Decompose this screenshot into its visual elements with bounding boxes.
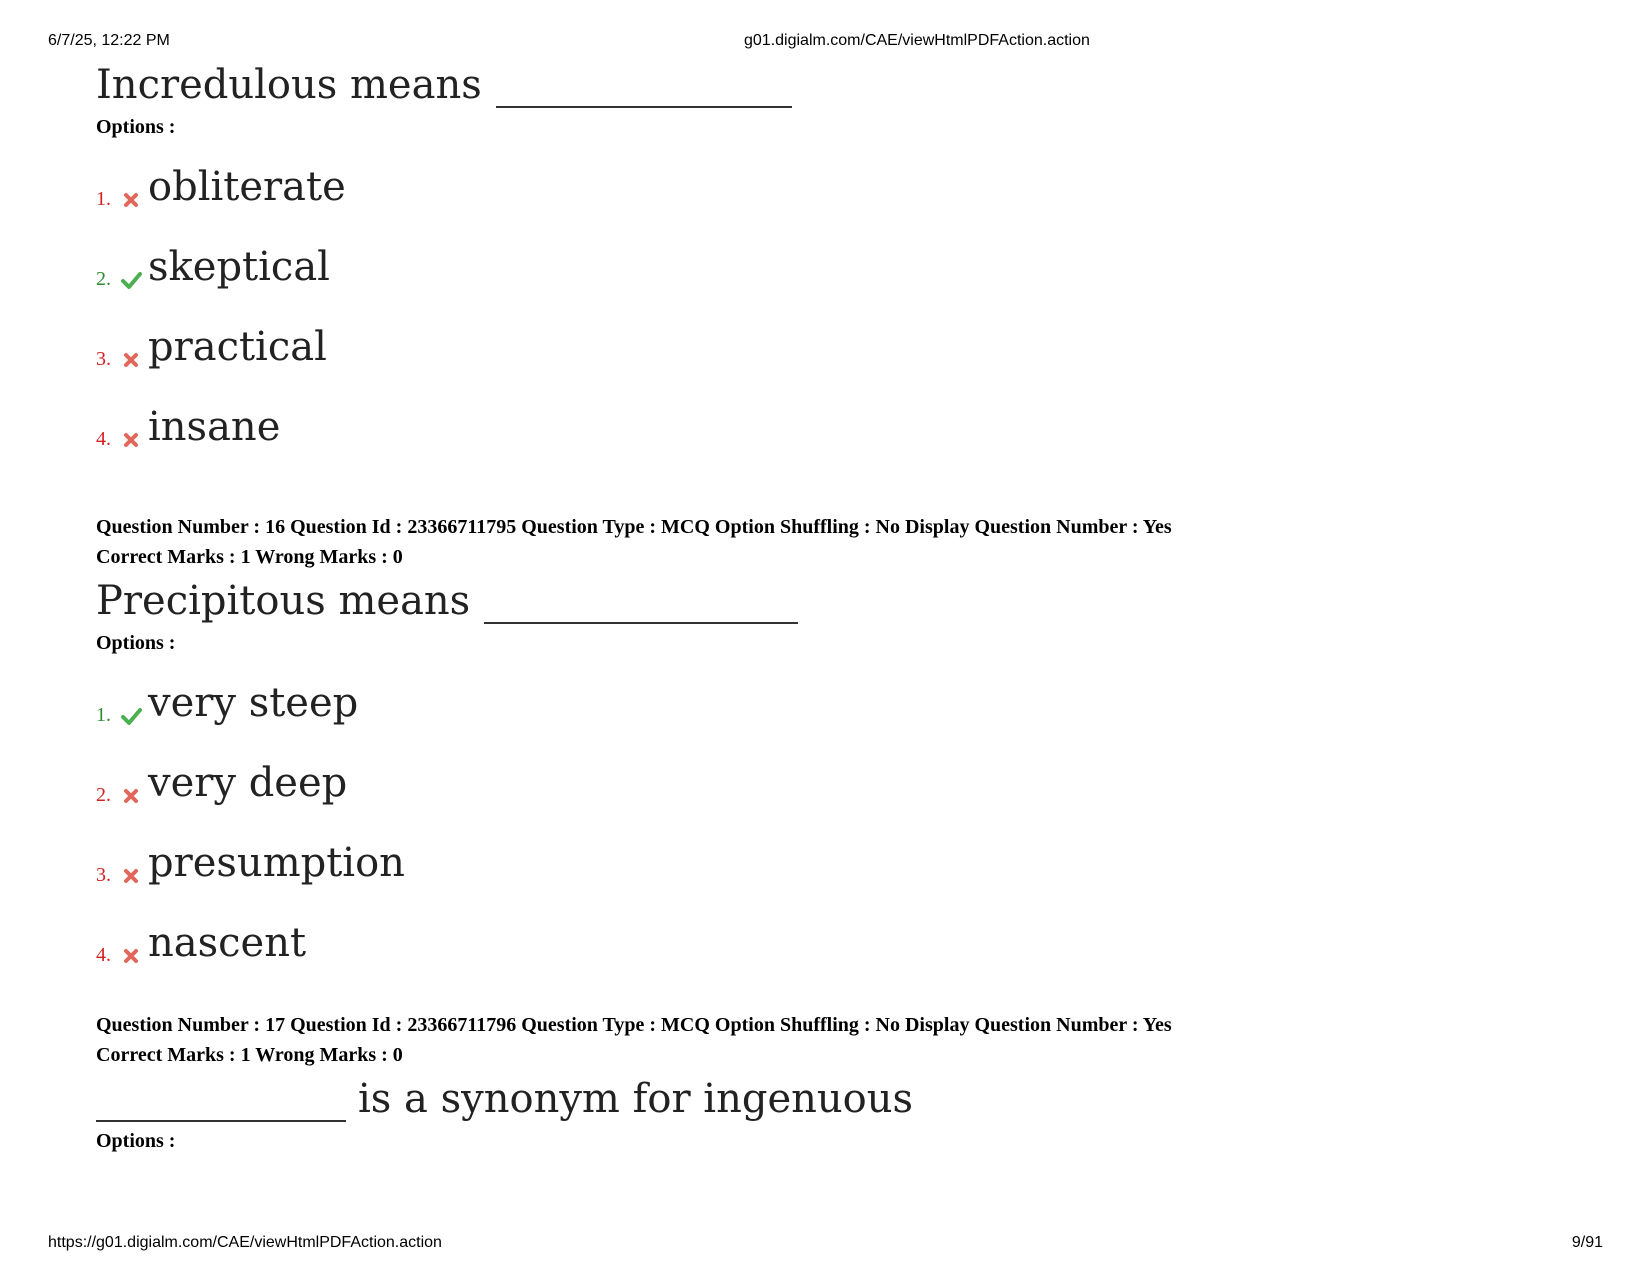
question-stem [96,572,1576,624]
print-header-url: g01.digialm.com/CAE/viewHtmlPDFAction.action [744,32,1090,49]
option-number: 1. [96,704,111,726]
option-1 [96,661,1576,741]
option-text: obliterate [148,164,346,210]
option-number: 2. [96,784,111,806]
cross-icon [120,429,142,451]
option-text: practical [148,324,327,370]
question-15 [96,56,1576,465]
question-17 [96,1010,1576,1159]
question-marks: Correct Marks : 1 Wrong Marks : 0 [96,546,403,568]
stem-text: is a synonym for ingenuous [358,1076,914,1122]
options-list [96,661,1576,981]
option-3 [96,821,1576,901]
option-1 [96,145,1576,225]
option-4 [96,901,1576,981]
option-number: 1. [96,188,111,210]
stem-text: Precipitous means [96,578,471,624]
option-text: insane [148,404,281,450]
cross-icon [120,785,142,807]
question-marks: Correct Marks : 1 Wrong Marks : 0 [96,1044,403,1066]
option-3 [96,305,1576,385]
stem-text: Incredulous means [96,62,482,108]
option-text: skeptical [148,244,330,290]
option-2 [96,225,1576,305]
checkmark-icon [120,269,142,291]
question-metadata: Question Number : 17 Question Id : 23366711796 Question Type : MCQ Option Shuffling : No Display Question Number : Yes [96,1014,1172,1036]
cross-icon [120,349,142,371]
question-stem [96,56,1576,108]
checkmark-icon [120,705,142,727]
option-4 [96,385,1576,465]
print-footer-url: https://g01.digialm.com/CAE/viewHtmlPDFAction.action [48,1234,442,1251]
cross-icon [120,865,142,887]
question-metadata: Question Number : 16 Question Id : 23366711795 Question Type : MCQ Option Shuffling : No Display Question Number : Yes [96,516,1172,538]
question-16 [96,512,1576,981]
option-number: 3. [96,348,111,370]
options-label: Options : [96,1130,176,1152]
option-number: 4. [96,428,111,450]
cross-icon [120,189,142,211]
option-number: 2. [96,268,111,290]
options-label: Options : [96,632,176,654]
answer-blank [96,1084,346,1122]
option-text: very steep [148,680,359,726]
answer-blank [496,70,792,108]
option-text: presumption [148,840,405,886]
print-datetime: 6/7/25, 12:22 PM [48,32,170,49]
option-number: 4. [96,944,111,966]
option-number: 3. [96,864,111,886]
cross-icon [120,945,142,967]
answer-blank [484,586,798,624]
option-text: very deep [148,760,348,806]
question-stem [96,1070,1576,1122]
option-text: nascent [148,920,307,966]
option-2 [96,741,1576,821]
options-label: Options : [96,116,176,138]
options-list [96,145,1576,465]
page-number: 9/91 [1571,1234,1603,1251]
